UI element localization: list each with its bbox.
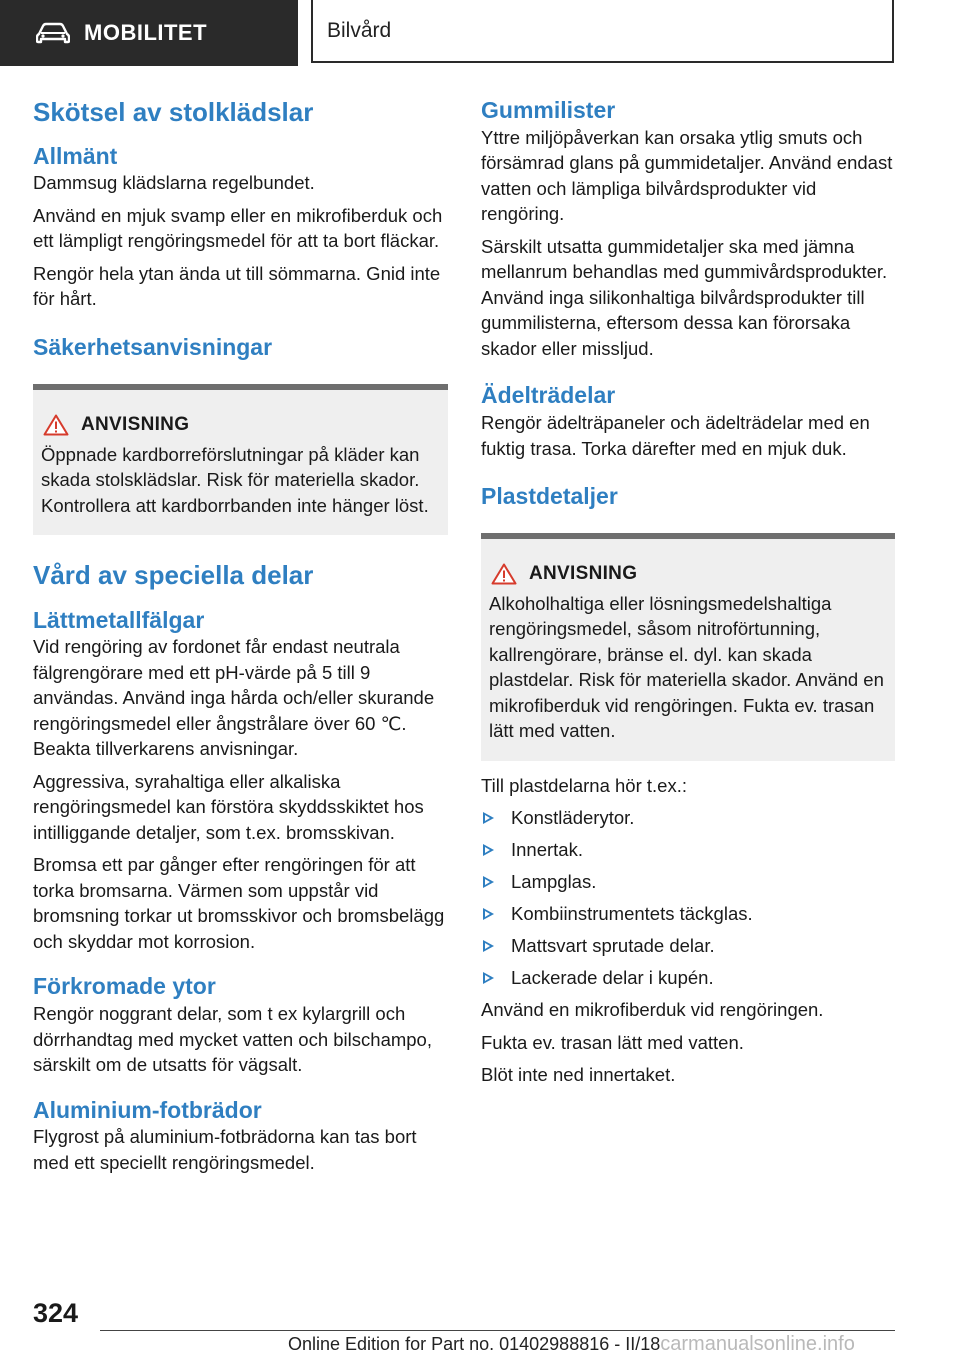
- list-item: Lampglas.: [481, 869, 895, 895]
- plastic-parts-list: [481, 805, 895, 991]
- paragraph: Yttre miljöpåverkan kan orsaka ytlig smuts och försämrad glans på gummidetaljer. Använd endast vatten och lämpliga bilvårdsprodukter vid rengöring.: [481, 126, 893, 225]
- list-item: Kombiinstrumentets täckglas.: [481, 901, 895, 927]
- heading-safety: Säkerhetsanvisningar: [33, 333, 273, 360]
- section-title-seat-upholstery: Skötsel av stolklädslar: [33, 97, 314, 127]
- heading-fine-wood: Ädelträdelar: [481, 382, 616, 409]
- heading-plastic: Plastdetaljer: [481, 483, 618, 509]
- heading-alloy-wheels: Lättmetallfälgar: [33, 606, 205, 633]
- notice-text: Öppnade kardborreförslutningar på kläder kan skada stolsklädslar. Risk för materiella skador. Kontrollera att kardborrbanden inte hänger löst.: [41, 443, 429, 516]
- notice-header: [41, 414, 438, 436]
- paragraph: Till plastdelarna hör t.ex.:: [481, 774, 687, 796]
- notice-title: ANVISNING: [529, 562, 638, 584]
- triangle-bullet-icon: [483, 844, 494, 856]
- triangle-bullet-icon: [483, 972, 494, 984]
- notice-title: ANVISNING: [81, 413, 190, 435]
- triangle-bullet-icon: [483, 908, 494, 920]
- paragraph: Fukta ev. trasan lätt med vatten.: [481, 1031, 744, 1053]
- paragraph: Aggressiva, syrahaltiga eller alkaliska rengöringsmedel kan förstöra skyddsskiktet hos intilliggande detaljer, som t.ex. bromsskivan.: [33, 770, 424, 843]
- warning-icon: [43, 414, 69, 436]
- paragraph: Använd en mjuk svamp eller en mikrofiberduk och ett lämpligt rengöringsmedel för att ta bort fläckar.: [33, 204, 443, 252]
- heading-aluminium-footboards: Aluminium-fotbrädor: [33, 1096, 262, 1123]
- warning-icon: [491, 563, 517, 585]
- notice-box: [33, 384, 448, 536]
- notice-text: Alkoholhaltiga eller lösningsmedelshaltiga rengöringsmedel, såsom nitroförtunning, kallrengörare, bränse el. dyl. kan skada plastdelar. Risk för materiella skador. Använd en mikrofiberduk vid rengöringen. Fukta ev. trasan lätt med vatten.: [489, 592, 884, 742]
- triangle-bullet-icon: [483, 940, 494, 952]
- right-column: [481, 96, 895, 1088]
- paragraph: Dammsug klädslarna regelbundet.: [33, 172, 315, 194]
- paragraph: Blöt inte ned innertaket.: [481, 1064, 676, 1086]
- paragraph: Särskilt utsatta gummidetaljer ska med jämna mellanrum behandlas med gummivårdsprodukter. Använd inga silikonhaltiga bilvårdsprodukter till gummilisterna, eftersom dessa kan förorsaka skador eller missljud.: [481, 235, 888, 359]
- list-item: Konstläderytor.: [481, 805, 895, 831]
- paragraph: Använd en mikrofiberduk vid rengöringen.: [481, 999, 824, 1021]
- car-icon: [36, 22, 70, 44]
- paragraph: Flygrost på aluminium-fotbrädorna kan tas bort med ett speciellt rengöringsmedel.: [33, 1126, 417, 1173]
- heading-rubber-seals: Gummilister: [481, 97, 616, 123]
- triangle-bullet-icon: [483, 876, 494, 888]
- section-tab-mobilitet[interactable]: [0, 0, 298, 66]
- page-number: 324: [33, 1298, 79, 1328]
- watermark-text[interactable]: carmanualsonline.info: [660, 1333, 855, 1355]
- footer-divider: [100, 1330, 895, 1331]
- heading-general: Allmänt: [33, 142, 118, 169]
- heading-chrome: Förkromade ytor: [33, 973, 216, 1000]
- edition-text: Online Edition for Part no. 01402988816 - II/18: [288, 1334, 661, 1354]
- footer-edition: [288, 1333, 855, 1356]
- page-header: [0, 0, 960, 66]
- notice-box: [481, 533, 895, 761]
- list-item: Mattsvart sprutade delar.: [481, 933, 895, 959]
- section-tab-label: MOBILITET: [84, 20, 208, 45]
- paragraph: Rengör ädelträpaneler och ädelträdelar med en fuktig trasa. Torka därefter med en mjuk duk.: [481, 412, 870, 459]
- paragraph: Bromsa ett par gånger efter rengöringen för att torka bromsarna. Värmen som uppstår vid bromsning torkar ut bromsskivor och bromsbelägg och skyddar mot korrosion.: [33, 854, 445, 952]
- notice-header: [489, 563, 885, 585]
- paragraph: Rengör hela ytan ända ut till sömmarna. Gnid inte för hårt.: [33, 262, 441, 310]
- paragraph: Vid rengöring av fordonet får endast neutrala fälgrengörare med ett pH-värde på 5 till 9 användas. Använd inga hårda och/eller skurande rengöringsmedel eller ångstrålare över 60 ℃. Beakta tillverkarens anvisningar.: [33, 636, 435, 760]
- chapter-tab-bilvard[interactable]: [311, 0, 894, 63]
- section-title-special-parts: Vård av speciella delar: [33, 560, 314, 590]
- triangle-bullet-icon: [483, 812, 494, 824]
- left-column: [33, 96, 448, 1175]
- list-item: Lackerade delar i kupén.: [481, 965, 895, 991]
- list-item: Innertak.: [481, 837, 895, 863]
- chapter-tab-label: Bilvård: [327, 18, 392, 42]
- paragraph: Rengör noggrant delar, som t ex kylargrill och dörrhandtag med mycket vatten och bilschampo, särskilt om de utsatts för vägsalt.: [33, 1003, 432, 1075]
